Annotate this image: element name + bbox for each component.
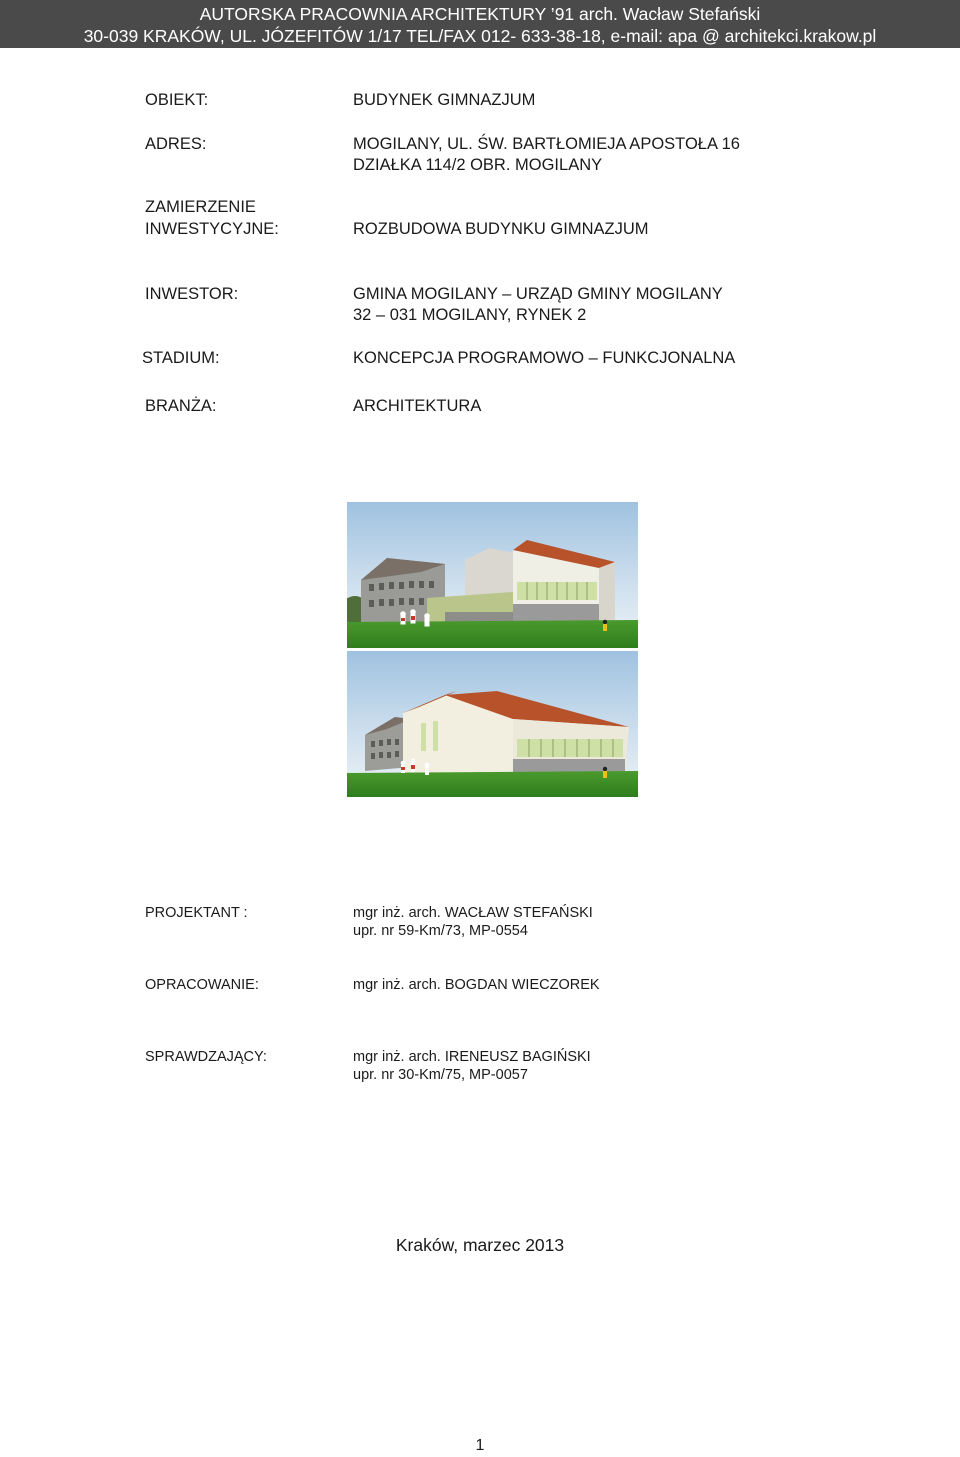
branza-value: ARCHITEKTURA	[353, 397, 482, 415]
letterhead-studio-name: AUTORSKA PRACOWNIA ARCHITEKTURY ’91 arch. Wacław Stefański	[199, 4, 761, 24]
stadium-label: STADIUM:	[142, 349, 220, 367]
adres-value-line2: DZIAŁKA 114/2 OBR. MOGILANY	[353, 156, 603, 174]
sprawdzajacy-label: SPRAWDZAJĄCY:	[145, 1049, 267, 1065]
stadium-value: KONCEPCJA PROGRAMOWO – FUNKCJONALNA	[353, 349, 736, 367]
opracowanie-label: OPRACOWANIE:	[145, 977, 259, 993]
adres-value-line1: MOGILANY, UL. ŚW. BARTŁOMIEJA APOSTOŁA 16	[353, 135, 740, 153]
zamierzenie-label-line1: ZAMIERZENIE	[145, 198, 256, 216]
inwestor-label: INWESTOR:	[145, 285, 239, 303]
obiekt-value: BUDYNEK GIMNAZJUM	[353, 91, 536, 109]
letterhead	[0, 0, 960, 48]
sprawdzajacy-license: upr. nr 30-Km/75, MP-0057	[353, 1067, 528, 1083]
page-number: 1	[475, 1437, 485, 1454]
projektant-label: PROJEKTANT :	[145, 905, 248, 921]
place-and-date: Kraków, marzec 2013	[395, 1235, 565, 1255]
inwestor-value-line2: 32 – 031 MOGILANY, RYNEK 2	[353, 306, 587, 324]
adres-label: ADRES:	[145, 135, 207, 153]
obiekt-label: OBIEKT:	[145, 91, 209, 109]
zamierzenie-label-line2: INWESTYCYJNE:	[145, 220, 279, 238]
inwestor-value-line1: GMINA MOGILANY – URZĄD GMINY MOGILANY	[353, 285, 723, 303]
letterhead-address: 30-039 KRAKÓW, UL. JÓZEFITÓW 1/17 TEL/FAX 012- 633-38-18, e-mail: apa @ architekci.krakow.pl	[83, 26, 877, 46]
projektant-license: upr. nr 59-Km/73, MP-0554	[353, 923, 528, 939]
branza-label: BRANŻA:	[145, 397, 217, 415]
building-rendering-1	[347, 502, 638, 648]
projektant-name: mgr inż. arch. WACŁAW STEFAŃSKI	[353, 905, 593, 921]
building-rendering-2	[347, 651, 638, 797]
sprawdzajacy-name: mgr inż. arch. IRENEUSZ BAGIŃSKI	[353, 1049, 591, 1065]
zamierzenie-value: ROZBUDOWA BUDYNKU GIMNAZJUM	[353, 220, 649, 238]
opracowanie-name: mgr inż. arch. BOGDAN WIECZOREK	[353, 977, 600, 993]
